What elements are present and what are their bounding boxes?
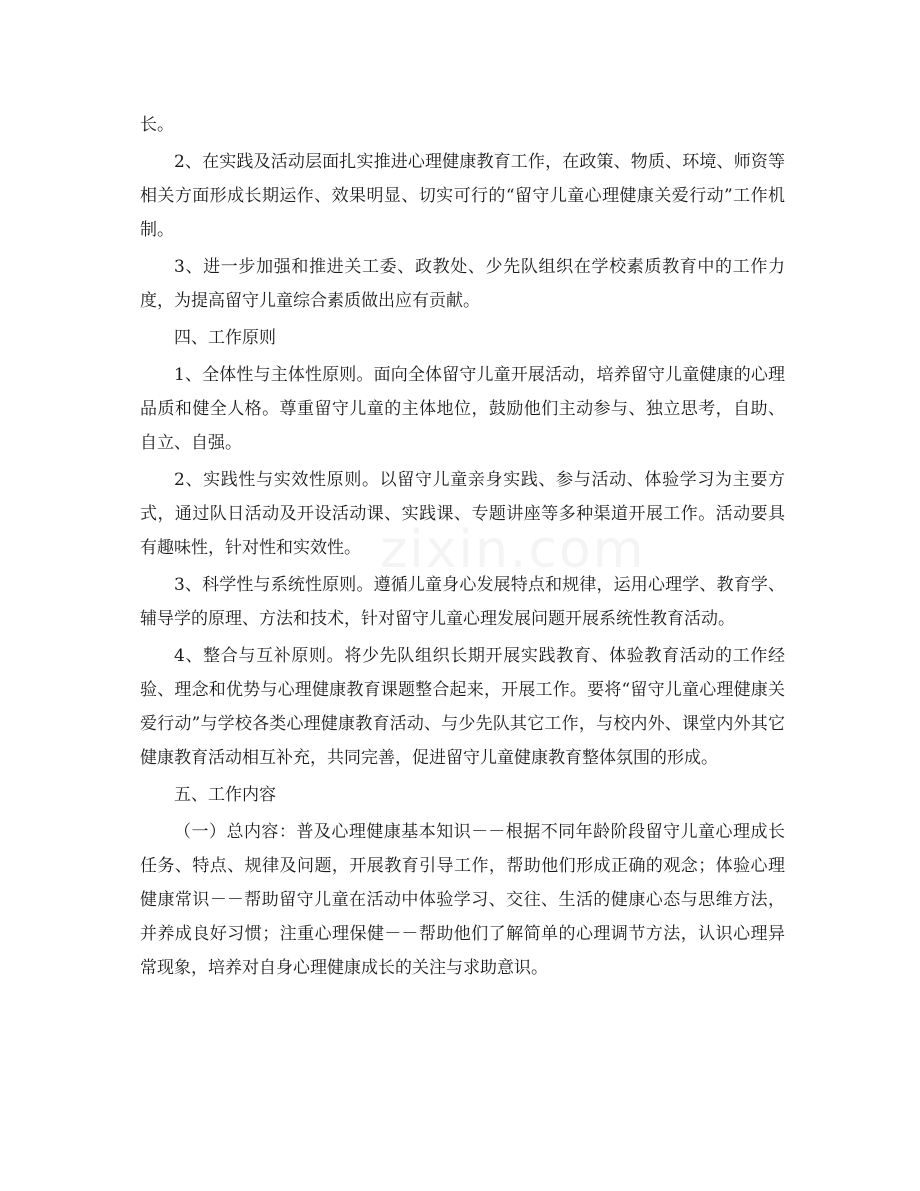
paragraph-principle-2: 2、实践性与实效性原则。以留守儿童亲身实践、参与活动、体验学习为主要方式，通过队日活动及开设活动课、实践课、专题讲座等多种渠道开展工作。活动要具有趣味性，针对性和实效性。 (140, 470, 785, 558)
paragraph-principle-3: 3、科学性与系统性原则。遵循儿童身心发展特点和规律，运用心理学、教育学、辅导学的原理、方法和技术，针对留守儿童心理发展问题开展系统性教育活动。 (140, 575, 785, 629)
paragraph-continuation: 长。 (140, 115, 174, 135)
document-body (140, 108, 785, 988)
watermark: zixin.com (380, 520, 646, 580)
paragraph-goal-2: 2、在实践及活动层面扎实推进心理健康教育工作，在政策、物质、环境、师资等相关方面形成长期运作、效果明显、切实可行的“留守儿童心理健康关爱行动”工作机制。 (140, 152, 785, 240)
paragraph-principle-4: 4、整合与互补原则。将少先队组织长期开展实践教育、体验教育活动的工作经验、理念和优势与心理健康教育课题整合起来，开展工作。要将“留守儿童心理健康关爱行动”与学校各类心理健康教育活动、与少先队其它工作，与校内外、课堂内外其它健康教育活动相互补充，共同完善，促进留守儿童健康教育整体氛围的形成。 (140, 646, 785, 768)
section-heading-principles: 四、工作原则 (174, 328, 276, 348)
section-heading-content: 五、工作内容 (174, 785, 276, 805)
paragraph-goal-3: 3、进一步加强和推进关工委、政教处、少先队组织在学校素质教育中的工作力度，为提高留守儿童综合素质做出应有贡献。 (140, 257, 785, 311)
paragraph-content-overall: （一）总内容：普及心理健康基本知识－－根据不同年龄阶段留守儿童心理成长任务、特点、规律及问题，开展教育引导工作，帮助他们形成正确的观念；体验心理健康常识－－帮助留守儿童在活动中体验学习、交往、生活的健康心态与思维方法，并养成良好习惯；注重心理保健－－帮助他们了解简单的心理调节方法，认识心理异常现象，培养对自身心理健康成长的关注与求助意识。 (140, 822, 785, 978)
paragraph-principle-1: 1、全体性与主体性原则。面向全体留守儿童开展活动，培养留守儿童健康的心理品质和健全人格。尊重留守儿童的主体地位，鼓励他们主动参与、独立思考，自助、自立、自强。 (140, 365, 785, 453)
